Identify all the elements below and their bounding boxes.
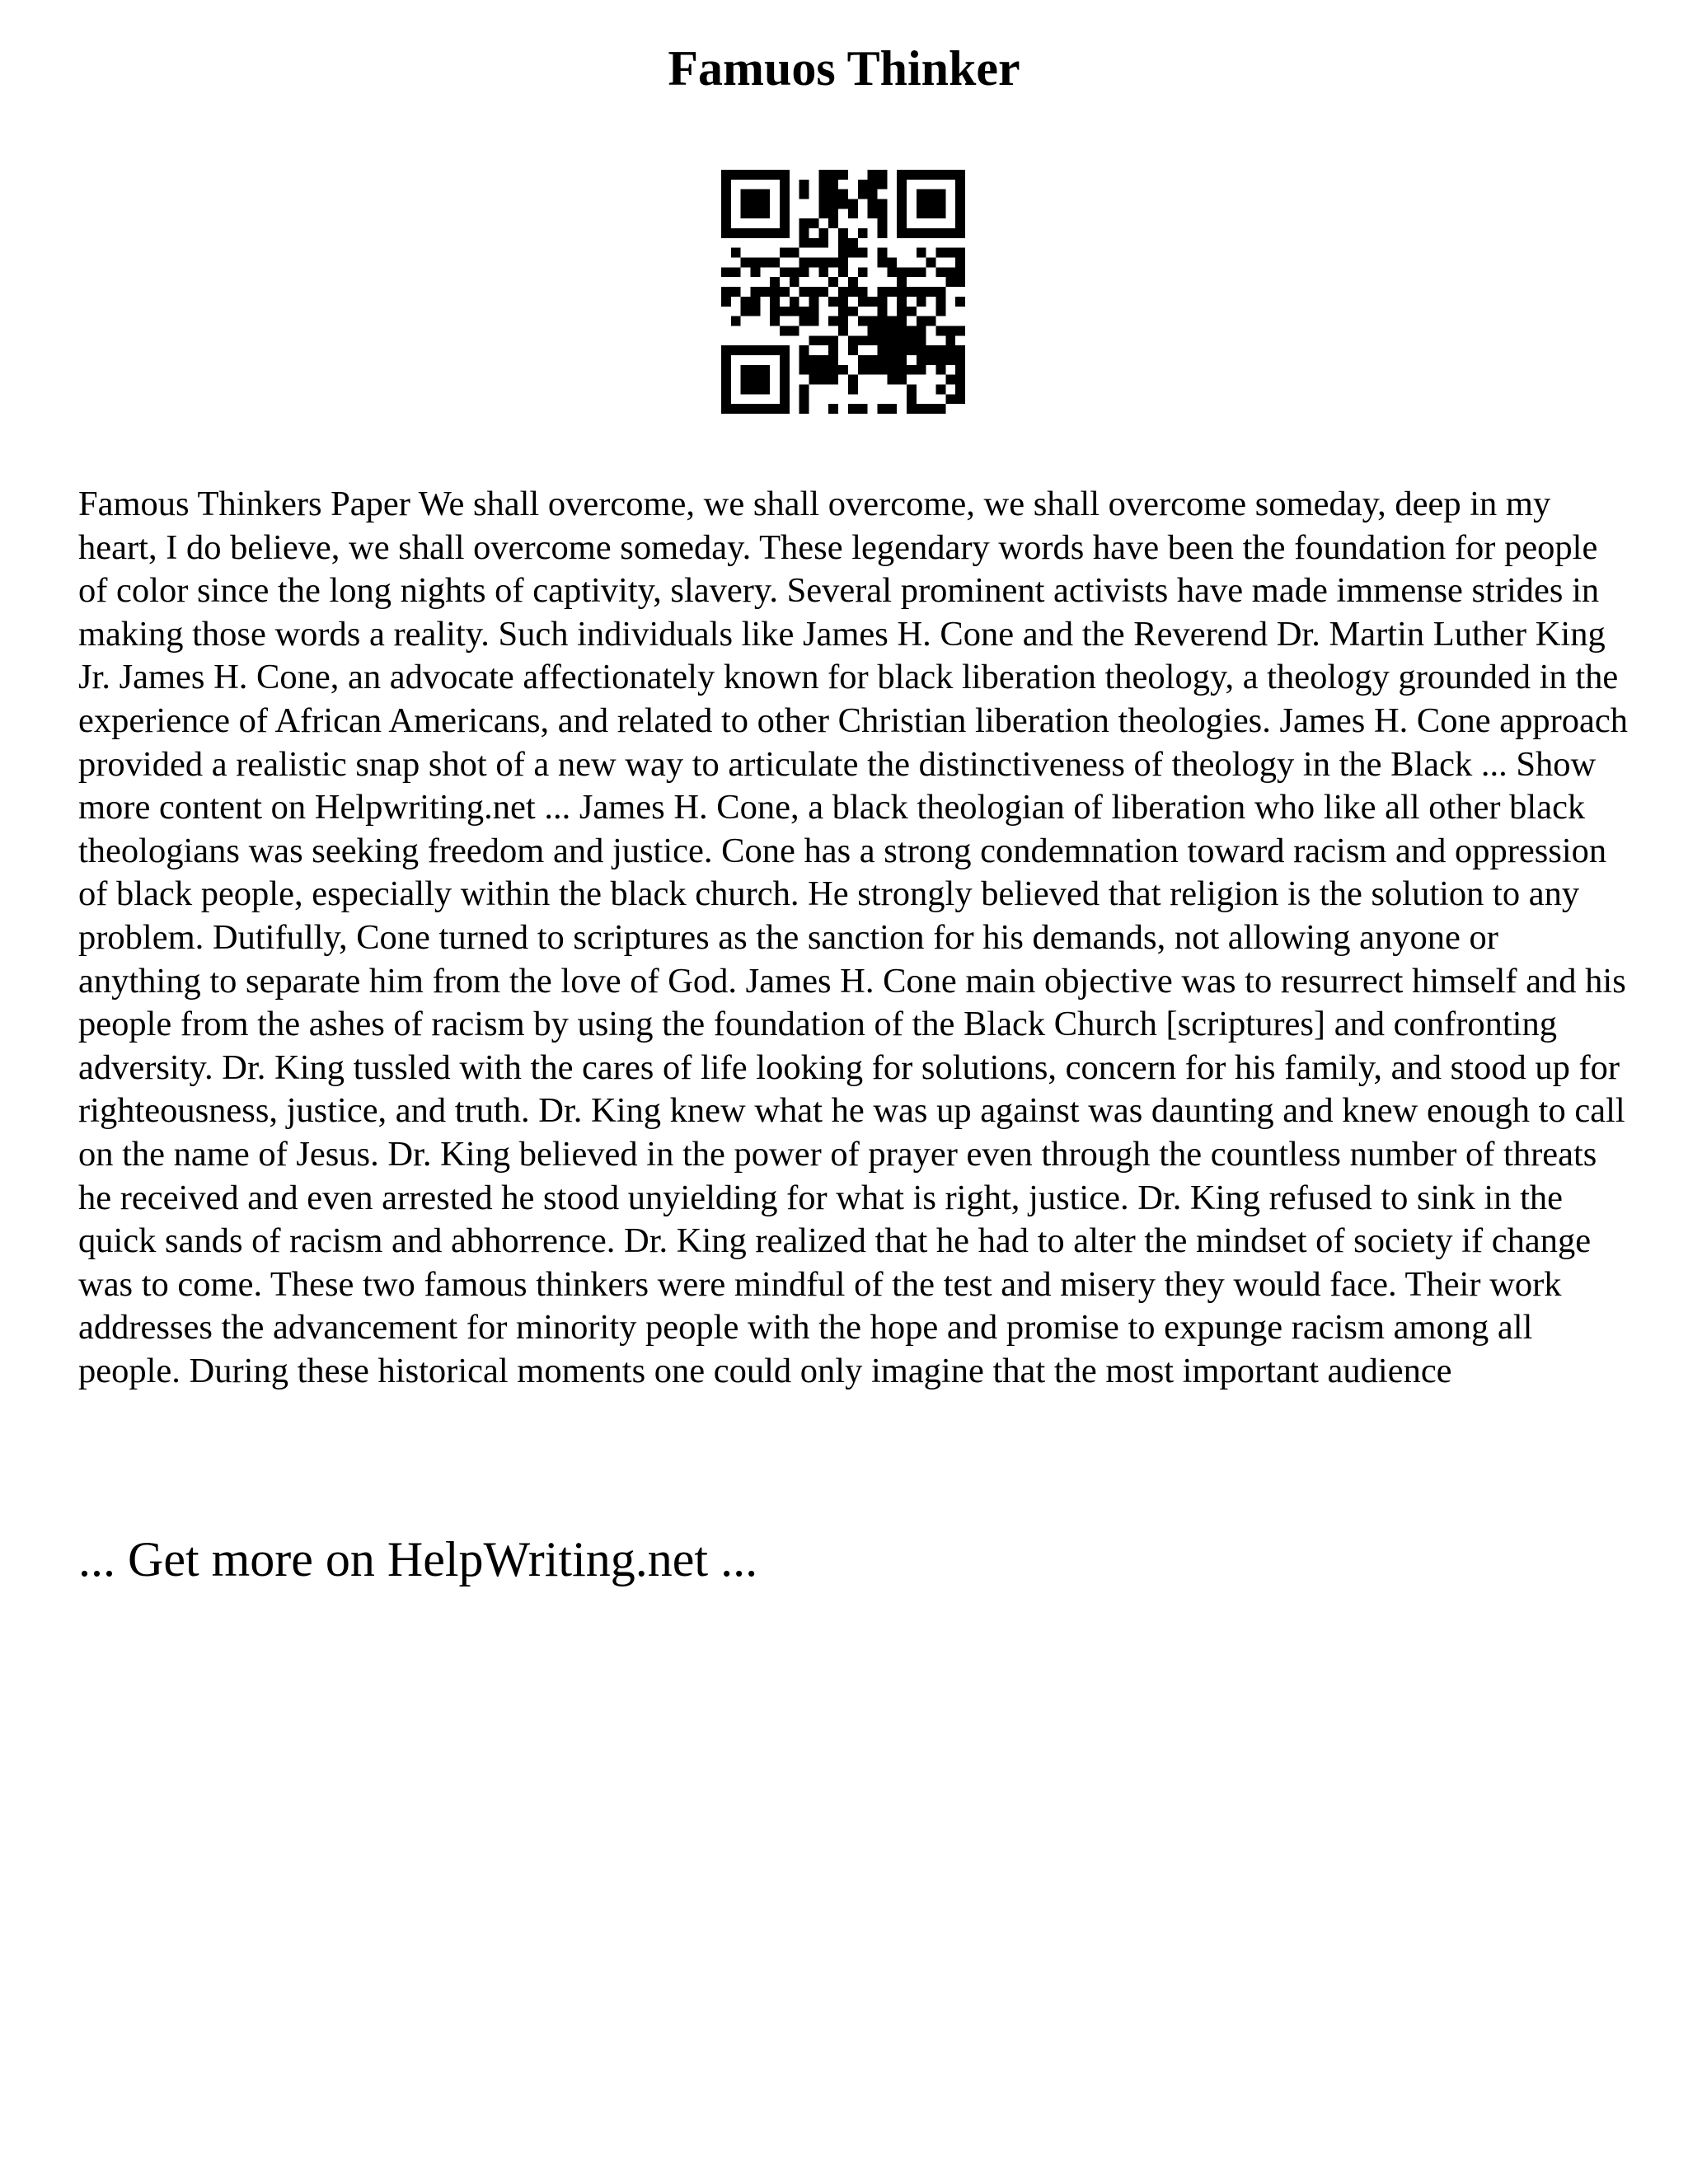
article-body: Famous Thinkers Paper We shall overcome, we shall overcome, we shall overcome someday, deep in my heart, I do believe, we shall overcome someday. These legendary words have been the foundation for people of color since the long nights of captivity, slavery. Several prominent activists have made immense strides in making those words a reality. Such individuals like James H. Cone and the Reverend Dr. Martin Luther King Jr. James H. Cone, an advocate affectionately known for black liberation theology, a theology grounded in the experience of African Americans, and related to other Christian liberation theologies. James H. Cone approach provided a realistic snap shot of a new way to articulate the distinctiveness of theology in the Black ... Show more content on Helpwriting.net ... James H. Cone, a black theologian of liberation who like all other black theologians was seeking freedom and justice. Cone has a strong condemnation toward racism and oppression of black people, especially within the black church. He strongly believed that religion is the solution to any problem. Dutifully, Cone turned to scriptures as the sanction for his demands, not allowing anyone or anything to separate him from the love of God. James H. Cone main objective was to resurrect himself and his people from the ashes of racism by using the foundation of the Black Church [scriptures] and confronting adversity. Dr. King tussled with the cares of life looking for solutions, concern for his family, and stood up for righteousness, justice, and truth. Dr. King knew what he was up against was daunting and knew enough to call on the name of Jesus. Dr. King believed in the power of prayer even through the countless number of threats he received and even arrested he stood unyielding for what is right, justice. Dr. King refused to sink in the quick sands of racism and abhorrence. Dr. King realized that he had to alter the mindset of society if change was to come. These two famous thinkers were mindful of the test and misery they would face. Their work addresses the advancement for minority people with the hope and promise to expunge racism among all people. During these historical moments one could only imagine that the most important audience — [78, 485, 1628, 1390]
get-more-link[interactable]: ... Get more on HelpWriting.net ... — [78, 1532, 758, 1586]
page-title: Famuos Thinker — [668, 41, 1020, 96]
qr-code-icon — [721, 170, 965, 414]
